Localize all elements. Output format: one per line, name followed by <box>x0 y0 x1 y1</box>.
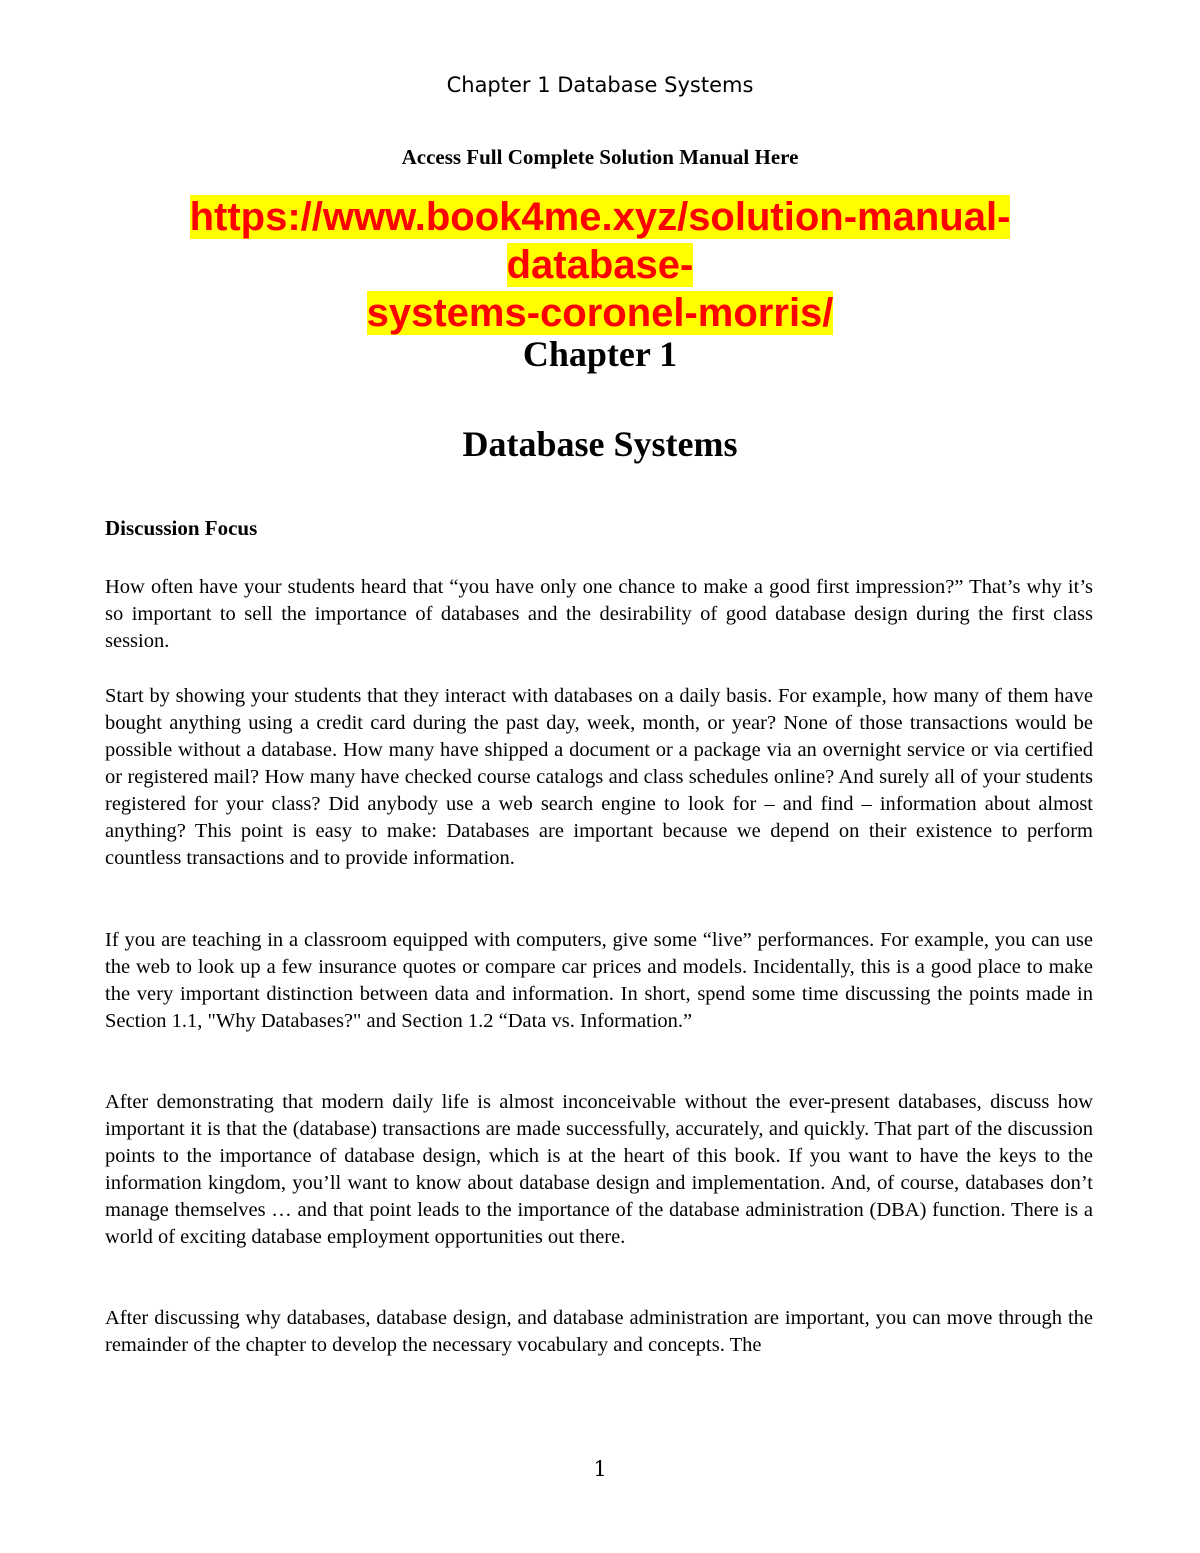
paragraph: Start by showing your students that they interact with databases on a daily basis. For example, how many of them have bought anything using a credit card during the past day, week, month, or year? None of those transactions would be possible without a database. How many have shipped a document or a package via an overnight service or via certified or registered mail? How many have checked course catalogs and class schedules online? And surely all of your students registered for your class? Did anybody use a web search engine to look for – and find – information about almost anything? This point is easy to make: Databases are important because we depend on their existence to perform countless transactions and to provide information. <box>105 685 1093 869</box>
solution-manual-link[interactable] <box>100 193 1100 337</box>
link-text-line-2[interactable]: systems-coronel-morris/ <box>366 291 834 335</box>
running-header: Chapter 1 Database Systems <box>446 73 754 97</box>
paragraph: How often have your students heard that “you have only one chance to make a good first impression?” That’s why it’s so important to sell the importance of databases and the desirability of good database design during the first class session. <box>105 576 1093 652</box>
paragraph: After discussing why databases, database design, and database administration are important, you can move through the remainder of the chapter to develop the necessary vocabulary and concepts. The <box>105 1307 1093 1356</box>
section-heading: Discussion Focus <box>105 516 258 540</box>
paragraph: If you are teaching in a classroom equipped with computers, give some “live” performances. For example, you can use the web to look up a few insurance quotes or compare car prices and models. Incidentally, this is a good place to make the very important distinction between data and information. In short, spend some time discussing the points made in Section 1.1, "Why Databases?" and Section 1.2 “Data vs. Information.” <box>105 929 1093 1032</box>
page-number: 1 <box>593 1457 607 1481</box>
chapter-title: Chapter 1 <box>522 334 678 374</box>
paragraph: After demonstrating that modern daily life is almost inconceivable without the ever-present databases, discuss how important it is that the (database) transactions are made successfully, accurately, and quickly. That part of the discussion points to the importance of database design, which is at the heart of this book. If you want to have the keys to the information kingdom, you’ll want to know about database design and implementation. And, of course, databases don’t manage themselves … and that point leads to the importance of the database administration (DBA) function. There is a world of exciting database employment opportunities out there. <box>105 1091 1093 1248</box>
chapter-subtitle: Database Systems <box>462 424 738 464</box>
access-notice: Access Full Complete Solution Manual Here <box>401 145 799 169</box>
link-text-line-1[interactable]: https://www.book4me.xyz/solution-manual-database- <box>189 195 1011 287</box>
